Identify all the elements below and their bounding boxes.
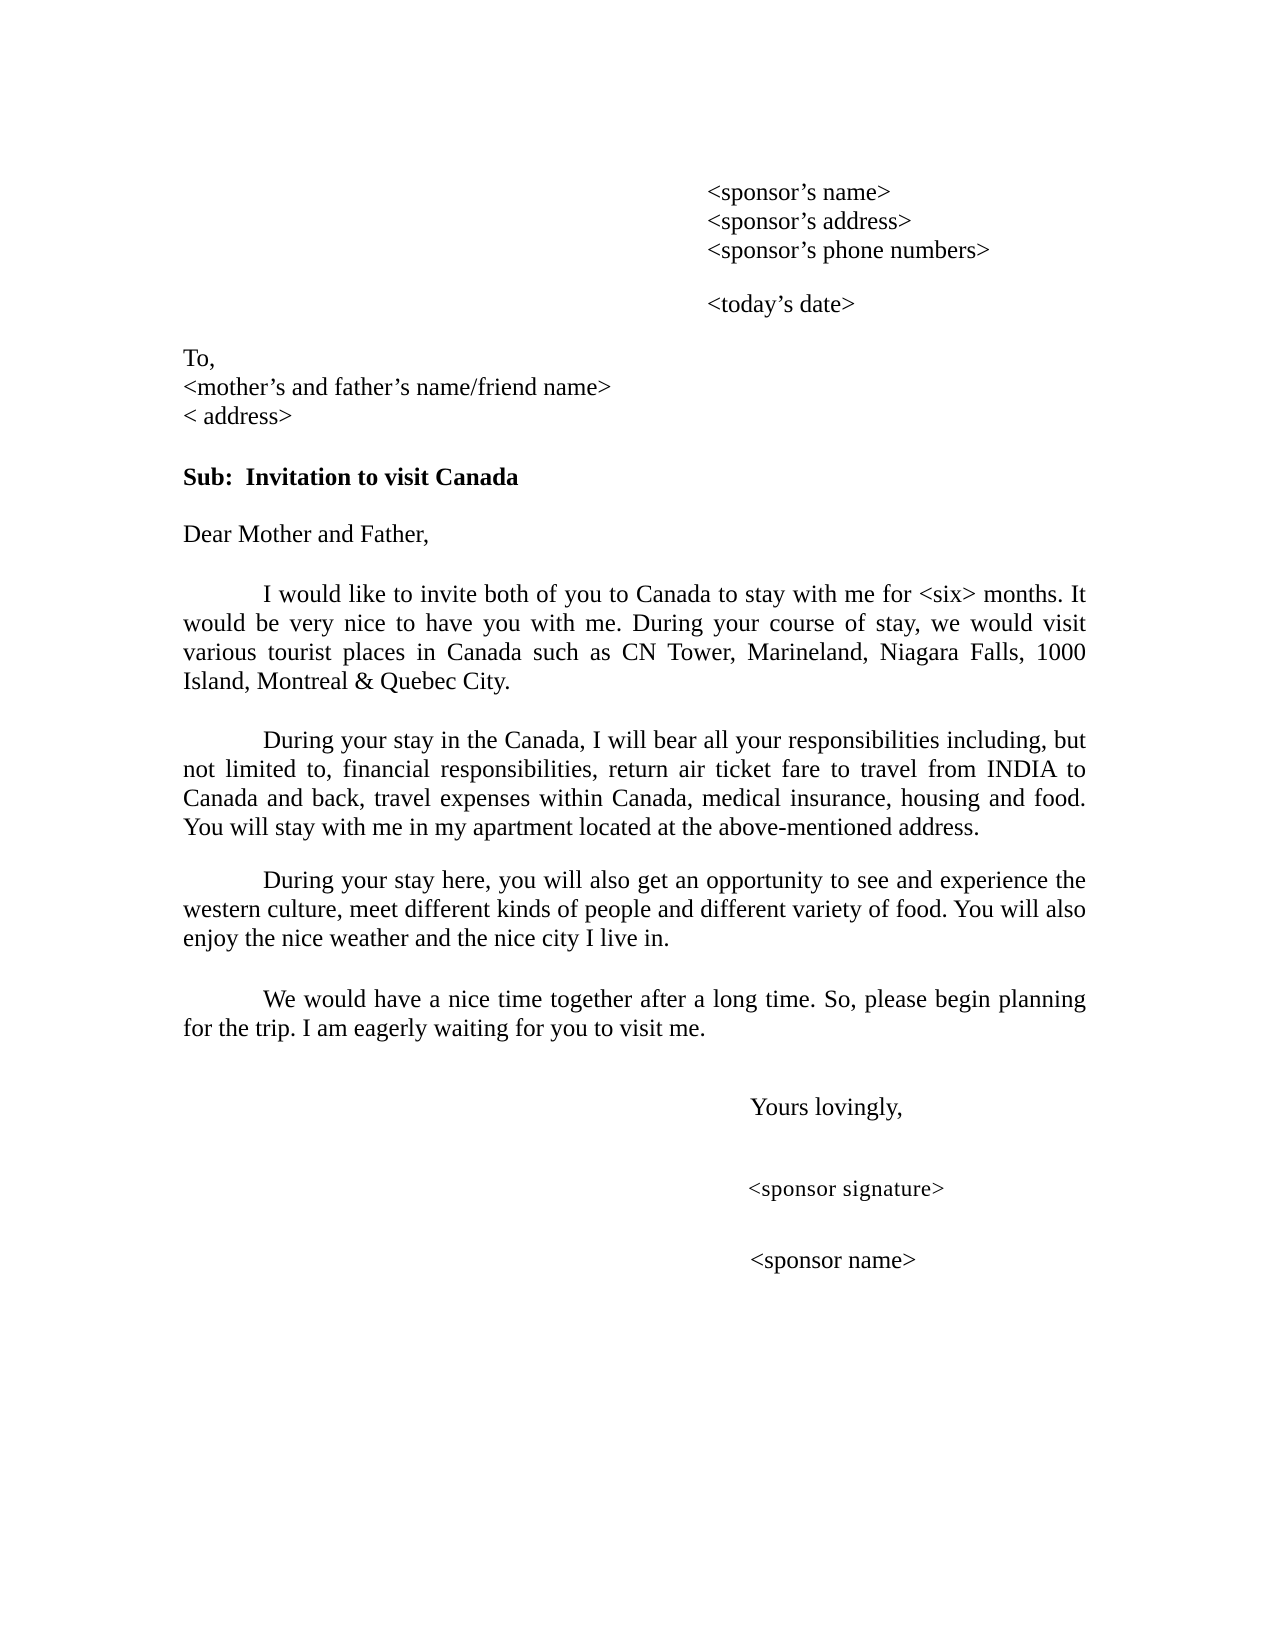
subject-line: Sub: Invitation to visit Canada [183, 464, 519, 491]
body-paragraph-1: I would like to invite both of you to Canada to stay with me for <six> months. It would be very nice to have you with me. During your course of stay, we would visit various tourist places in Canada such as CN Tower, Marineland, Niagara Falls, 1000 Island, Montreal & Quebec City. [183, 581, 1086, 695]
date-placeholder: <today’s date> [707, 291, 856, 318]
recipient-name-placeholder: <mother’s and father’s name/friend name> [183, 374, 612, 401]
body-paragraph-3: During your stay here, you will also get an opportunity to see and experience the western culture, meet different kinds of people and different variety of food. You will also enjoy the nice weather and the nice city I live in. [183, 867, 1086, 952]
sender-phone-placeholder: <sponsor’s phone numbers> [707, 237, 991, 264]
recipient-address-placeholder: < address> [183, 403, 293, 430]
body-paragraph-2: During your stay in the Canada, I will bear all your responsibilities including, but not limited to, financial responsibilities, return air ticket fare to travel from INDIA to Canada and back, travel expenses within Canada, medical insurance, housing and food. You will stay with me in my apartment located at the above-mentioned address. [183, 727, 1086, 841]
sender-name-placeholder: <sponsor’s name> [707, 179, 891, 206]
valediction-line: Yours lovingly, [750, 1094, 903, 1121]
sender-address-block [707, 178, 990, 265]
sender-address-placeholder: <sponsor’s address> [707, 208, 912, 235]
body-paragraph-4: We would have a nice time together after a long time. So, please begin planning for the trip. I am eagerly waiting for you to visit me. [183, 986, 1086, 1042]
greeting-line: Dear Mother and Father, [183, 521, 430, 548]
signer-name-placeholder: <sponsor name> [750, 1247, 917, 1274]
signature-placeholder: <sponsor signature> [748, 1176, 946, 1201]
recipient-address-block [183, 344, 612, 431]
recipient-to-label: To, [183, 345, 216, 372]
